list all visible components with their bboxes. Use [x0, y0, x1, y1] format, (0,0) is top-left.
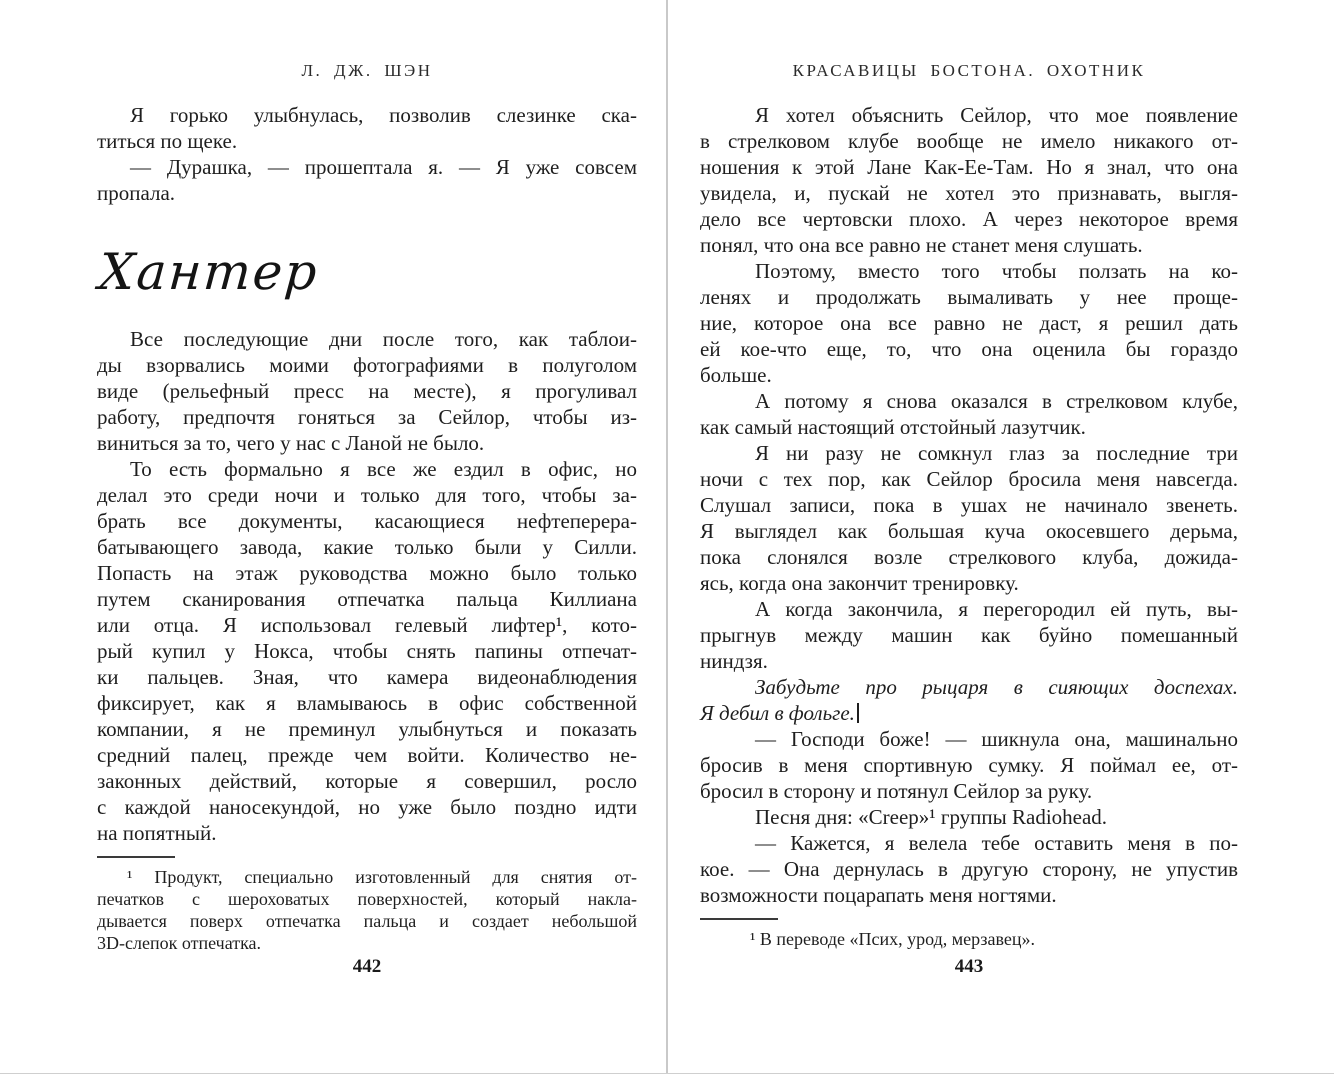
text-line: ночи с тех пор, как Сейлор бросила меня навсегда. — [700, 467, 1238, 491]
text-line: Попасть на этаж руководства можно было только — [97, 561, 637, 585]
chapter-heading: Хантер — [97, 243, 321, 301]
text-line: Песня дня: «Creep»¹ группы Radiohead. — [755, 805, 1108, 829]
text-line: как самый настоящий отстойный лазутчик. — [700, 415, 1086, 439]
text-line: ки пальцев. Зная, что камера видеонаблюдения — [97, 665, 637, 689]
body-paragraph — [700, 596, 1238, 674]
text-line: Все последующие дни после того, как таблои- — [130, 327, 637, 351]
text-line: бросив в меня спортивную сумку. Я поймал ее, от- — [700, 753, 1238, 777]
running-header-title: КРАСАВИЦЫ БОСТОНА. ОХОТНИК — [792, 61, 1146, 80]
footnote-separator — [97, 856, 175, 858]
text-line: — Кажется, я велела тебе оставить меня в по- — [755, 831, 1238, 855]
page-content-right — [700, 102, 1238, 950]
text-line: Я ни разу не сомкнул глаз за последние три — [755, 441, 1238, 465]
text-line: компании, я не преминул улыбнуться и показать — [97, 717, 637, 741]
body-paragraph — [97, 102, 637, 154]
text-line: ей кое-что еще, то, что она оценила бы гораздо — [700, 337, 1238, 361]
text-line: виде (рельефный пресс на месте), я прогуливал — [97, 379, 637, 403]
text-line: ды взорвались моими фотографиями в полуголом — [97, 353, 637, 377]
text-line: А когда закончила, я перегородил ей путь, вы- — [755, 597, 1238, 621]
page-number-right: 443 — [954, 956, 984, 977]
text-line: или отца. Я использовал гелевый лифтер¹, кото- — [97, 613, 637, 637]
text-line: возможности поцарапать меня ногтями. — [700, 883, 1057, 907]
text-line: пропала. — [97, 181, 176, 205]
text-line: путем сканирования отпечатка пальца Киллиана — [97, 587, 637, 611]
text-line: в стрелковом клубе вообще не имело никакого от- — [700, 129, 1238, 153]
page-number-left: 442 — [352, 956, 382, 977]
text-line: титься по щеке. — [97, 129, 238, 153]
body-paragraph — [97, 326, 637, 456]
text-line: Я горько улыбнулась, позволив слезинке ска- — [130, 103, 637, 127]
text-line: кое. — Она дернулась в другую сторону, не упустив — [700, 857, 1238, 881]
text-line: делал это среди ночи и только для того, чтобы за- — [97, 483, 637, 507]
text-cursor — [857, 703, 859, 723]
text-line: виниться за то, чего у нас с Ланой не было. — [97, 431, 485, 455]
page-left — [97, 60, 637, 977]
text-line: с каждой наносекундой, но уже было поздно идти — [97, 795, 637, 819]
text-line: понял, что она все равно не станет меня слушать. — [700, 233, 1143, 257]
text-line: ленях и продолжать вымаливать у нее проще- — [700, 285, 1238, 309]
footnote-paragraph — [700, 928, 1238, 950]
text-line: законных действий, которые я совершил, росло — [97, 769, 637, 793]
text-line: Слушал записи, пока в ушах не начинало звенеть. — [700, 493, 1238, 517]
text-line: больше. — [700, 363, 772, 387]
body-paragraph — [700, 726, 1238, 804]
text-line: средний палец, прежде чем войти. Количество не- — [97, 743, 637, 767]
text-line: работу, предпочтя гоняться за Сейлор, чтобы из- — [97, 405, 637, 429]
text-line: То есть формально я все же ездил в офис, но — [130, 457, 637, 481]
body-paragraph — [700, 258, 1238, 388]
text-line: увидела, и, пускай не хотел это признавать, выгля- — [700, 181, 1238, 205]
running-header-author: Л. ДЖ. ШЭН — [301, 61, 433, 80]
text-line: бросил в сторону и потянул Сейлор за руку. — [700, 779, 1093, 803]
body-paragraph — [97, 456, 637, 846]
text-line: Поэтому, вместо того чтобы ползать на ко- — [755, 259, 1238, 283]
text-line: Я хотел объяснить Сейлор, что мое появление — [755, 103, 1238, 127]
text-line: ниндзя. — [700, 649, 768, 673]
page-right — [700, 60, 1238, 977]
body-paragraph — [700, 102, 1238, 258]
body-paragraph — [700, 804, 1238, 830]
text-line: брать все документы, касающиеся нефтеперера- — [97, 509, 637, 533]
text-line: фиксирует, как я вламываюсь в офис собственной — [97, 691, 637, 715]
footnote-paragraph — [97, 866, 637, 954]
text-line: на попятный. — [97, 821, 217, 845]
text-line: ясь, когда она закончит тренировку. — [700, 571, 1019, 595]
text-line: Я выглядел как большая куча окосевшего дерьма, — [700, 519, 1238, 543]
footnote-line: дывается поверх отпечатка пальца и создает небольшой — [97, 911, 637, 931]
text-line: Забудьте про рыцаря в сияющих доспехах. — [755, 675, 1238, 699]
text-line: А потому я снова оказался в стрелковом клубе, — [755, 389, 1238, 413]
footnote-line: 3D-слепок отпечатка. — [97, 933, 262, 953]
text-line: рый купил у Нокса, чтобы снять папины отпечат- — [97, 639, 637, 663]
text-line: Я дебил в фольге. — [700, 700, 1238, 726]
text-line: ние, которое она все равно не даст, я решил дать — [700, 311, 1238, 335]
text-line: дело все чертовски плохо. А через некоторое время — [700, 207, 1238, 231]
text-line: — Господи боже! — шикнула она, машинально — [755, 727, 1238, 751]
page-content-left — [97, 102, 637, 954]
text-line: пока слонялся возле стрелкового клуба, дожида- — [700, 545, 1238, 569]
body-paragraph — [700, 830, 1238, 908]
body-paragraph — [700, 440, 1238, 596]
body-paragraph — [700, 388, 1238, 440]
body-paragraph — [97, 154, 637, 206]
body-paragraph — [700, 674, 1238, 726]
text-line: ношения к этой Лане Как-Ее-Там. Но я знал, что она — [700, 155, 1238, 179]
text-line: прыгнув между машин как буйно помешанный — [700, 623, 1238, 647]
footnote-line: ¹ В переводе «Псих, урод, мерзавец». — [750, 929, 1035, 949]
footnote-line: ¹ Продукт, специально изготовленный для снятия от- — [127, 867, 637, 887]
text-line: батывающего завода, какие только были у Силли. — [97, 535, 637, 559]
bottom-edge-line — [0, 1073, 1334, 1074]
text-line: — Дурашка, — прошептала я. — Я уже совсем — [130, 155, 637, 179]
footnote-separator — [700, 918, 778, 920]
footnote-line: печатков с шероховатых поверхностей, который накла- — [97, 889, 637, 909]
page-divider — [666, 0, 668, 1074]
